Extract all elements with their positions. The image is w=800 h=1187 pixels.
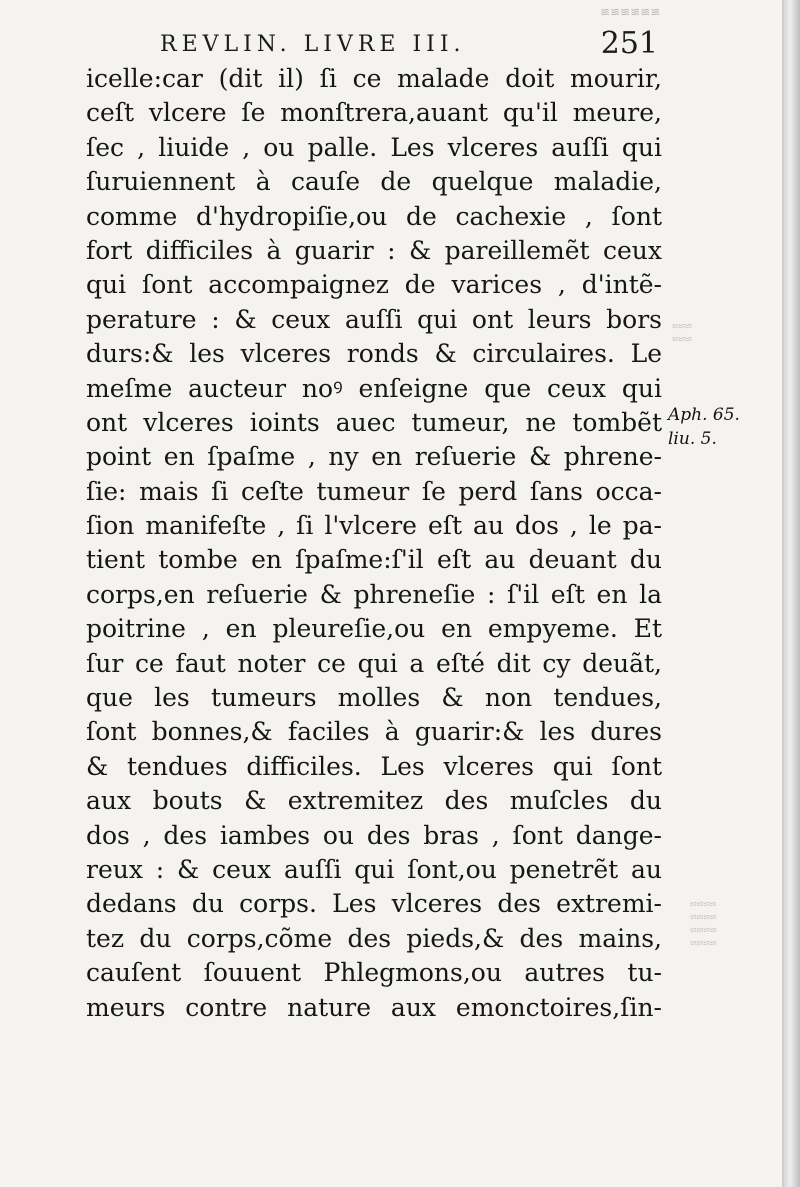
text-line: dedans du corps. Les vlceres des extremi- [86,889,662,919]
text-line: dos , des iambes ou des bras , ſont dange- [86,820,662,850]
text-line: point en ſpaſme , ny en reſuerie & phrene- [86,442,662,472]
page-edge [784,0,800,1187]
text-line: ceſt vlcere ſe monſtrera,auant qu'il meure, [86,98,662,128]
text-line: meurs contre nature aux emonctoires,ſin- [86,992,662,1022]
text-line: fort difficiles à guarir : & pareillemẽt ceux [86,235,662,265]
text-line: meſme aucteur noꝰ enſeigne que ceux qui [86,373,662,403]
show-through-text: ≈≈≈≈ ≈≈≈≈ ≈≈≈≈ ≈≈≈≈ [690,897,717,950]
text-line: tient tombe en ſpaſme:ſ'il eſt au deuant du [86,545,662,575]
text-line: ont vlceres ioints auec tumeur, ne tombẽt [86,407,662,437]
text-line: ſur ce faut noter ce qui a eſté dit cy deuãt, [86,648,662,678]
text-line: icelle:car (dit il) ſi ce malade doit mourir, [86,64,662,93]
show-through-text: ≋≋≋≋≋≋ [600,5,661,19]
body-text [86,62,662,1025]
text-line: tez du corps,cõme des pieds,& des mains, [86,923,662,953]
text-line: corps,en reſuerie & phreneſie : ſ'il eſt en la [86,579,662,609]
marginal-note-line: Aph. 65. [668,405,740,425]
text-line: durs:& les vlceres ronds & circulaires. Le [86,339,662,369]
text-line: perature : & ceux auſſi qui ont leurs bors [86,304,662,334]
text-line: & tendues difficiles. Les vlceres qui ſont [86,751,662,781]
text-line: que les tumeurs molles & non tendues, [86,683,662,713]
text-line: poitrine , en pleureſie,ou en empyeme. Et [86,614,662,644]
text-line: ſuruiennent à cauſe de quelque maladie, [86,167,662,197]
text-line: ſion manifeſte , ſi l'vlcere eſt au dos , le pa- [86,511,662,541]
show-through-text: ≈≈≈ ≈≈≈ [672,319,692,346]
text-line: ſont bonnes,& faciles à guarir:& les dures [86,717,662,747]
text-line: ſie: mais ſi ceſte tumeur ſe perd ſans occa- [86,476,662,506]
page-header [160,24,660,64]
text-line: ſec , liuide , ou palle. Les vlceres auſſi qui [86,132,662,162]
text-line: aux bouts & extremitez des muſcles du [86,786,662,816]
text-line: reux : & ceux auſſi qui ſont,ou penetrẽt au [86,854,662,884]
page-number: 251 [600,26,658,61]
marginal-note-line: liu. 5. [668,429,717,449]
text-line: comme d'hydropiſie,ou de cachexie , ſont [86,201,662,231]
marginal-note [668,403,778,451]
running-title: REVLIN. LIVRE III. [160,32,466,57]
text-line: qui ſont accompaignez de varices , d'intẽ- [86,270,662,300]
text-line: cauſent ſouuent Phlegmons,ou autres tu- [86,958,662,988]
